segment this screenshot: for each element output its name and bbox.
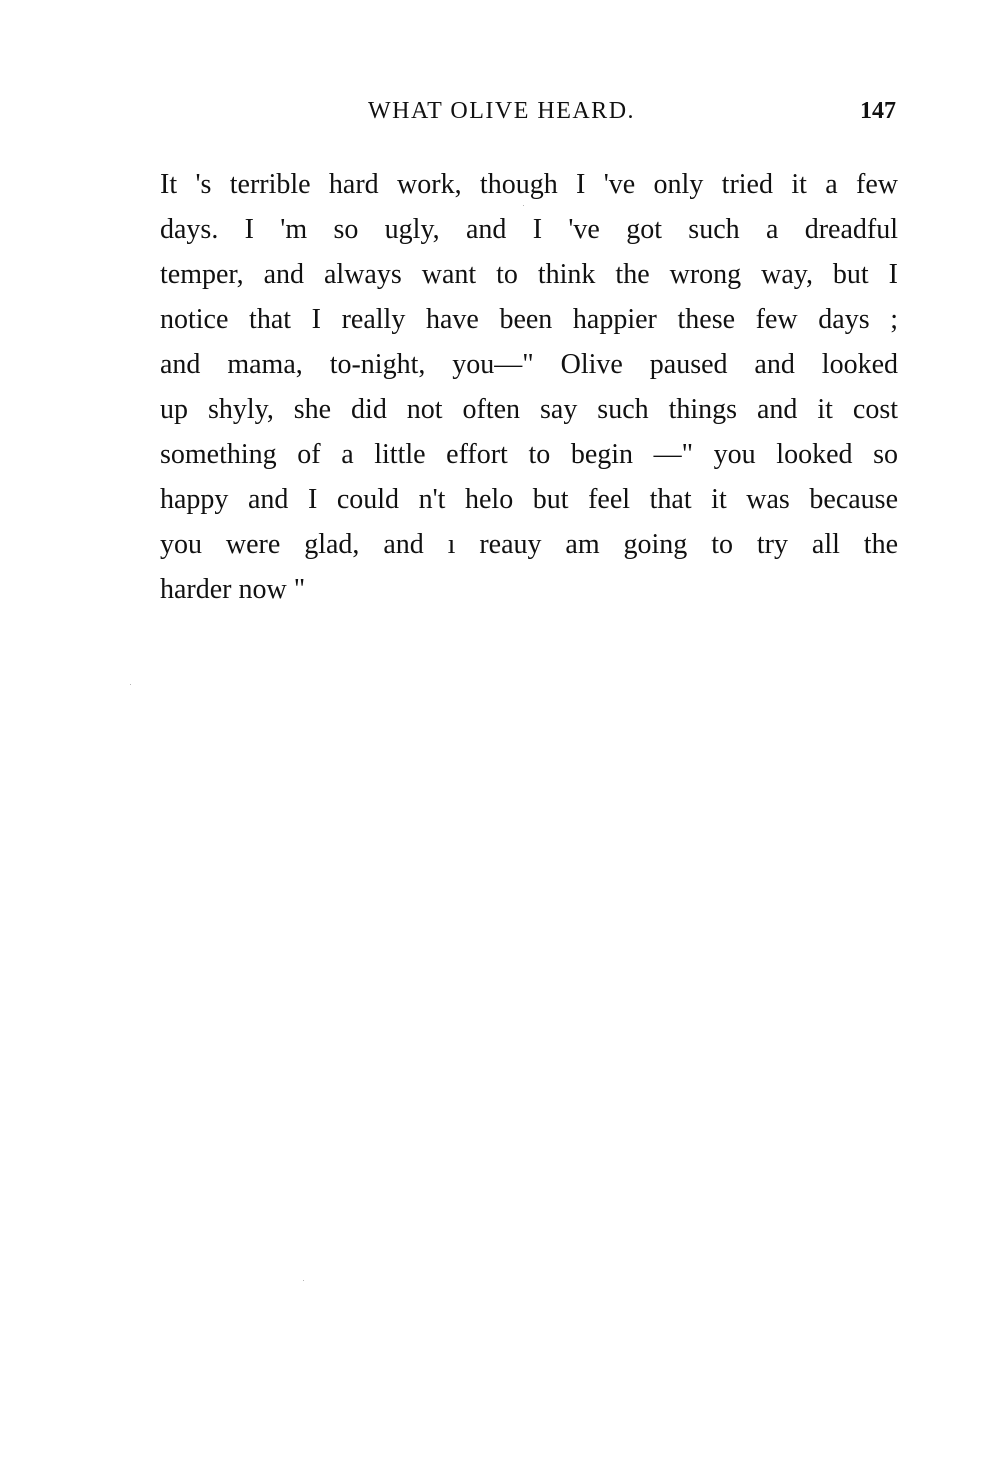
text-line: It 's terrible hard work, though I 've only tried it a few [160, 169, 898, 200]
text-line: days. I 'm so ugly, and I 've got such a dreadful [160, 214, 898, 245]
page-number: 147 [860, 98, 896, 124]
body-paragraph [160, 162, 898, 612]
scan-speck [303, 1280, 304, 1281]
text-line: and mama, to-night, you—" Olive paused and looked [160, 349, 898, 380]
text-line: up shyly, she did not often say such things and it cost [160, 394, 898, 425]
text-line: temper, and always want to think the wrong way, but I [160, 259, 898, 290]
scan-speck [130, 684, 131, 685]
scan-speck [523, 205, 524, 206]
text-line: happy and I could n't helo but feel that it was because [160, 484, 898, 515]
text-line: you were glad, and ı reauy am going to try all the [160, 529, 898, 560]
text-line: harder now " [160, 574, 306, 605]
text-line: notice that I really have been happier these few days ; [160, 304, 898, 335]
running-title: WHAT OLIVE HEARD. [368, 98, 636, 124]
text-line: something of a little effort to begin —" you looked so [160, 439, 898, 470]
running-head [160, 98, 898, 134]
